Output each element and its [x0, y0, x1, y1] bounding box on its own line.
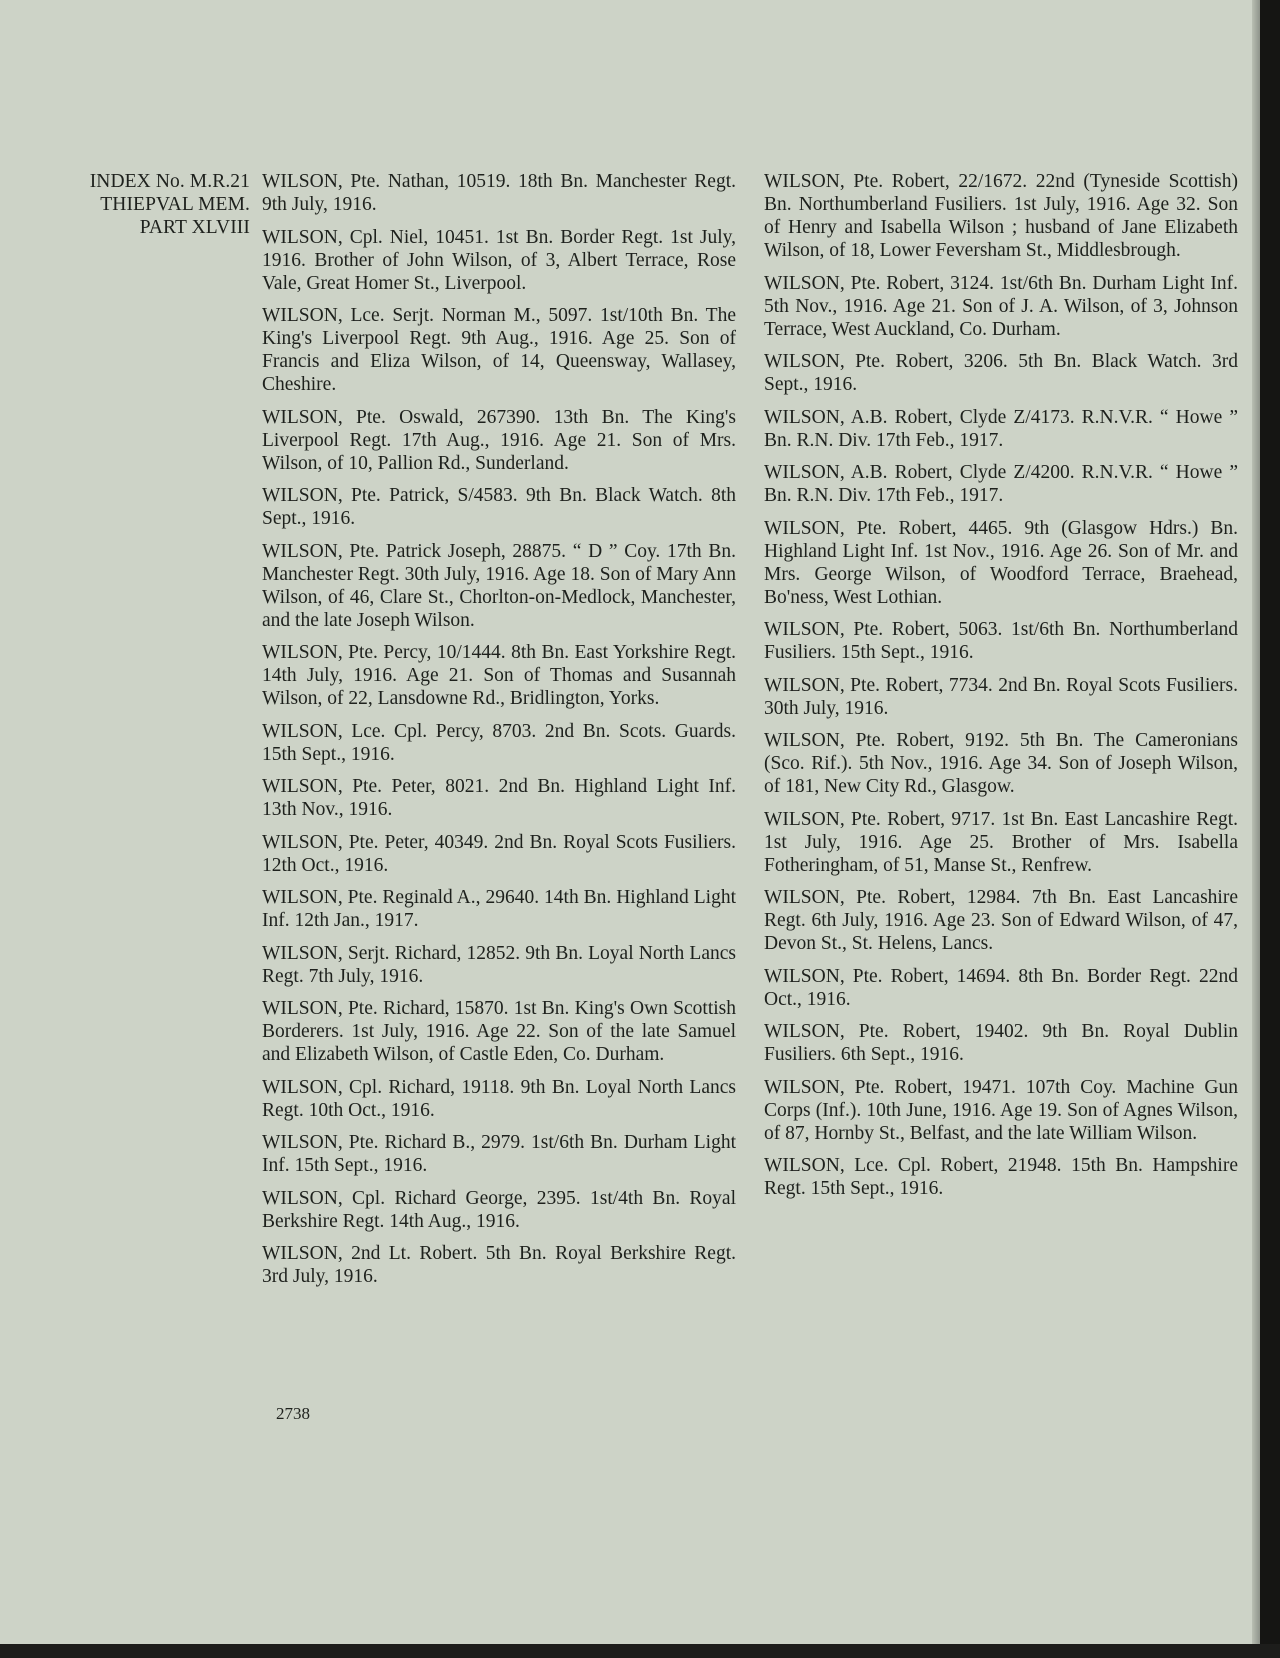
- register-entry: WILSON, Lce. Serjt. Norman M., 5097. 1st/10th Bn. The King's Liverpool Regt. 9th Aug., 1916. Age 25. Son of Francis and Eliza Wilson, of 14, Queensway, Wallasey, Cheshire.: [262, 305, 736, 395]
- register-entry: WILSON, Pte. Oswald, 267390. 13th Bn. The King's Liverpool Regt. 17th Aug., 1916. Age 21. Son of Mrs. Wilson, of 10, Pallion Rd., Sunderland.: [262, 406, 736, 474]
- memorial-name: THIEPVAL MEM.: [100, 194, 250, 215]
- register-entry: WILSON, Pte. Percy, 10/1444. 8th Bn. East Yorkshire Regt. 14th July, 1916. Age 21. Son of Thomas and Susannah Wilson, of 22, Lansdowne Rd., Bridlington, Yorks.: [262, 642, 736, 709]
- part-number: PART XLVIII: [139, 217, 250, 238]
- register-entry: WILSON, Pte. Nathan, 10519. 18th Bn. Manchester Regt. 9th July, 1916.: [262, 171, 736, 215]
- register-entry: WILSON, Pte. Robert, 3206. 5th Bn. Black Watch. 3rd Sept., 1916.: [764, 351, 1238, 395]
- register-entry: WILSON, A.B. Robert, Clyde Z/4173. R.N.V.R. “ Howe ” Bn. R.N. Div. 17th Feb., 1917.: [764, 406, 1238, 451]
- register-entry: WILSON, 2nd Lt. Robert. 5th Bn. Royal Berkshire Regt. 3rd July, 1916.: [262, 1243, 736, 1287]
- register-entry: WILSON, Serjt. Richard, 12852. 9th Bn. Loyal North Lancs Regt. 7th July, 1916.: [262, 942, 736, 987]
- register-entry: WILSON, Pte. Patrick, S/4583. 9th Bn. Black Watch. 8th Sept., 1916.: [262, 485, 736, 529]
- register-entry: WILSON, Pte. Robert, 9717. 1st Bn. East Lancashire Regt. 1st July, 1916. Age 25. Brother of Mrs. Isabella Fotheringham, of 51, Manse St., Renfrew.: [764, 808, 1238, 876]
- register-entry: WILSON, Pte. Robert, 12984. 7th Bn. East Lancashire Regt. 6th July, 1916. Age 23. Son of Edward Wilson, of 47, Devon St., St. Helens, Lancs.: [764, 887, 1238, 954]
- bottom-edge: [0, 1644, 1280, 1658]
- register-entry: WILSON, Cpl. Richard George, 2395. 1st/4th Bn. Royal Berkshire Regt. 14th Aug., 1916.: [262, 1187, 736, 1232]
- register-entry: WILSON, Pte. Robert, 4465. 9th (Glasgow Hdrs.) Bn. Highland Light Inf. 1st Nov., 1916. Age 26. Son of Mr. and Mrs. George Wilson, of Woodford Terrace, Braehead, Bo'ness, West Lothian.: [764, 517, 1238, 608]
- register-entry: WILSON, Pte. Robert, 5063. 1st/6th Bn. Northumberland Fusiliers. 15th Sept., 1916.: [764, 619, 1238, 663]
- register-entry: WILSON, Pte. Robert, 19471. 107th Coy. Machine Gun Corps (Inf.). 10th June, 1916. Age 19. Son of Agnes Wilson, of 87, Hornby St., Belfast, and the late William Wilson.: [764, 1076, 1238, 1144]
- index-number: INDEX No. M.R.21: [89, 171, 250, 192]
- index-margin-note: [54, 170, 250, 239]
- register-entry: WILSON, Pte. Robert, 14694. 8th Bn. Border Regt. 22nd Oct., 1916.: [764, 965, 1238, 1010]
- register-entry: WILSON, Pte. Robert, 22/1672. 22nd (Tyneside Scottish) Bn. Northumberland Fusiliers. 1st July, 1916. Age 32. Son of Henry and Isabella Wilson ; husband of Jane Elizabeth Wilson, of 18, Lower Feversham St., Middlesbrough.: [764, 171, 1238, 261]
- left-column: [262, 170, 736, 1298]
- book-spine: [1260, 0, 1280, 1658]
- register-entry: WILSON, Pte. Robert, 3124. 1st/6th Bn. Durham Light Inf. 5th Nov., 1916. Age 21. Son of J. A. Wilson, of 3, Johnson Terrace, West Auckland, Co. Durham.: [764, 272, 1238, 340]
- register-entry: WILSON, Lce. Cpl. Robert, 21948. 15th Bn. Hampshire Regt. 15th Sept., 1916.: [764, 1155, 1238, 1199]
- register-entry: WILSON, A.B. Robert, Clyde Z/4200. R.N.V.R. “ Howe ” Bn. R.N. Div. 17th Feb., 1917.: [764, 462, 1238, 506]
- register-entry: WILSON, Pte. Robert, 7734. 2nd Bn. Royal Scots Fusiliers. 30th July, 1916.: [764, 674, 1238, 719]
- register-entry: WILSON, Lce. Cpl. Percy, 8703. 2nd Bn. Scots. Guards. 15th Sept., 1916.: [262, 720, 736, 765]
- page-number: 2738: [276, 1404, 310, 1423]
- register-entry: WILSON, Pte. Peter, 8021. 2nd Bn. Highland Light Inf. 13th Nov., 1916.: [262, 776, 736, 820]
- register-entry: WILSON, Pte. Peter, 40349. 2nd Bn. Royal Scots Fusiliers. 12th Oct., 1916.: [262, 831, 736, 876]
- register-entry: WILSON, Pte. Richard, 15870. 1st Bn. King's Own Scottish Borderers. 1st July, 1916. Age 22. Son of the late Samuel and Elizabeth Wilson, of Castle Eden, Co. Durham.: [262, 998, 736, 1065]
- register-entry: WILSON, Pte. Reginald A., 29640. 14th Bn. Highland Light Inf. 12th Jan., 1917.: [262, 887, 736, 931]
- register-entry: WILSON, Pte. Patrick Joseph, 28875. “ D ” Coy. 17th Bn. Manchester Regt. 30th July, 1916. Age 18. Son of Mary Ann Wilson, of 46, Clare St., Chorlton-on-Medlock, Manchester, and the late Joseph Wilson.: [262, 540, 736, 631]
- right-column: [764, 170, 1238, 1210]
- page-edge-shadow: [1252, 0, 1260, 1644]
- register-entry: WILSON, Pte. Robert, 9192. 5th Bn. The Cameronians (Sco. Rif.). 5th Nov., 1916. Age 34. Son of Joseph Wilson, of 181, New City Rd., Glasgow.: [764, 730, 1238, 797]
- register-entry: WILSON, Cpl. Niel, 10451. 1st Bn. Border Regt. 1st July, 1916. Brother of John Wilson, of 3, Albert Terrace, Rose Vale, Great Homer St., Liverpool.: [262, 226, 736, 294]
- register-entry: WILSON, Pte. Richard B., 2979. 1st/6th Bn. Durham Light Inf. 15th Sept., 1916.: [262, 1132, 736, 1176]
- register-entry: WILSON, Pte. Robert, 19402. 9th Bn. Royal Dublin Fusiliers. 6th Sept., 1916.: [764, 1021, 1238, 1065]
- register-entry: WILSON, Cpl. Richard, 19118. 9th Bn. Loyal North Lancs Regt. 10th Oct., 1916.: [262, 1076, 736, 1121]
